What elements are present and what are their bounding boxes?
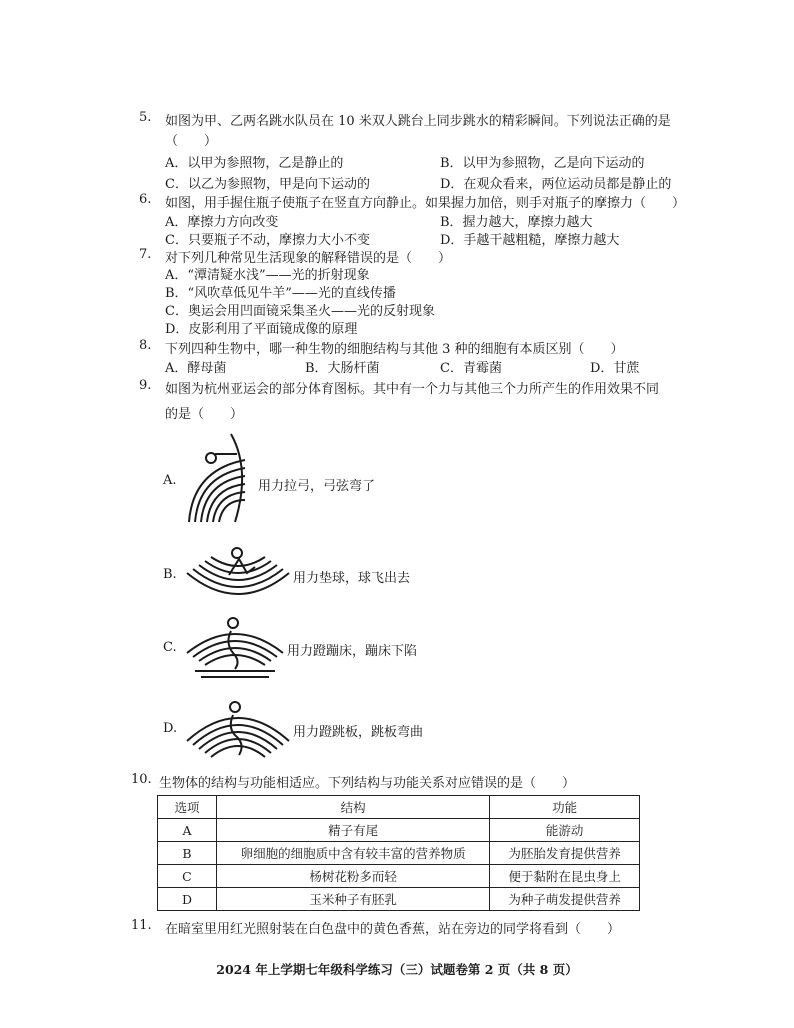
q6-option-c: C．只要瓶子不动，摩擦力大小不变 [165,233,370,248]
q6-number: 6. [139,192,152,207]
q5-option-d: D．在观众看来，两位运动员都是静止的 [440,177,672,192]
table-row [158,842,640,865]
q5-stem: 如图为甲、乙两名跳水队员在 10 米双人跳台上同步跳水的精彩瞬间。下列说法正确的是 [165,114,671,129]
table-cell: 为胚胎发育提供营养 [490,842,640,865]
table-row [158,865,640,888]
table-row [158,888,640,911]
table-row [158,819,640,842]
q8-option-a: A．酵母菌 [165,361,227,376]
table-cell: A [158,819,217,842]
archery-pictogram-icon [185,430,255,526]
q11-stem: 在暗室里用红光照射装在白色盘中的黄色香蕉，站在旁边的同学将看到（ ） [165,922,621,937]
table-header-cell: 功能 [490,796,640,819]
table-cell: 杨树花粉多而轻 [216,865,489,888]
q9-option-c-text: 用力蹬蹦床，蹦床下陷 [287,644,418,659]
q10-number: 10. [131,772,152,787]
q6-option-a: A．摩擦力方向改变 [165,215,279,230]
table-header-cell: 结构 [216,796,489,819]
table-cell: D [158,888,217,911]
q5-bracket: （ ） [165,134,218,149]
q9-number: 9. [139,378,152,393]
table-cell: 卵细胞的细胞质中含有较丰富的营养物质 [216,842,489,865]
q9-option-b-letter: B. [163,567,177,582]
table-header-row [158,796,640,819]
q6-option-d: D．手越干越粗糙，摩擦力越大 [440,233,620,248]
structure-function-table [157,795,640,911]
q7-option-c: C．奥运会用凹面镜采集圣火——光的反射现象 [165,304,435,319]
q9-stem-line1: 如图为杭州亚运会的部分体育图标。其中有一个力与其他三个力所产生的作用效果不同 [165,382,660,397]
q10-stem: 生物体的结构与功能相适应。下列结构与功能关系对应错误的是（ ） [159,776,576,791]
table-cell: 精子有尾 [216,819,489,842]
q5-option-b: B．以甲为参照物，乙是向下运动的 [440,156,645,171]
trampoline-pictogram-icon [185,613,285,679]
table-cell: B [158,842,217,865]
q6-option-b: B．握力越大，摩擦力越大 [440,215,593,230]
q5-number: 5. [139,110,152,125]
page-footer: 2024 年上学期七年级科学练习（三）试题卷第 2 页（共 8 页） [216,962,578,977]
springboard-pictogram-icon [185,695,291,761]
table-cell: C [158,865,217,888]
q8-number: 8. [139,338,152,353]
q9-option-c-letter: C. [163,640,177,655]
table-cell: 为种子萌发提供营养 [490,888,640,911]
table-cell: 便于黏附在昆虫身上 [490,865,640,888]
table-cell: 玉米种子有胚乳 [216,888,489,911]
q6-stem: 如图，用手握住瓶子使瓶子在竖直方向静止。如果握力加倍，则手对瓶子的摩擦力（ ） [165,196,686,211]
q7-option-a: A．“潭清疑水浅”——光的折射现象 [165,268,370,283]
q7-option-b: B．“风吹草低见牛羊”——光的直线传播 [165,286,396,301]
q9-option-d-letter: D. [163,721,178,736]
q8-option-d: D．甘蔗 [590,361,640,376]
q9-option-a-text: 用力拉弓，弓弦弯了 [258,479,376,494]
q7-number: 7. [139,247,152,262]
q9-option-a-letter: A. [163,473,177,488]
table-cell: 能游动 [490,819,640,842]
q9-stem-line2: 的是（ ） [165,407,244,422]
table-header-cell: 选项 [158,796,217,819]
q11-number: 11. [131,918,152,933]
q7-option-d: D．皮影利用了平面镜成像的原理 [165,322,358,337]
q8-option-b: B．大肠杆菌 [305,361,380,376]
q5-option-c: C．以乙为参照物，甲是向下运动的 [165,177,370,192]
volleyball-pictogram-icon [185,545,291,597]
q7-stem: 对下列几种常见生活现象的解释错误的是（ ） [165,251,452,266]
q8-stem: 下列四种生物中，哪一种生物的细胞结构与其他 3 种的细胞有本质区别（ ） [165,342,624,357]
q5-option-a: A．以甲为参照物，乙是静止的 [165,156,344,171]
q9-option-b-text: 用力垫球，球飞出去 [293,571,411,586]
q9-option-d-text: 用力蹬跳板，跳板弯曲 [293,725,424,740]
q8-option-c: C．青霉菌 [440,361,502,376]
